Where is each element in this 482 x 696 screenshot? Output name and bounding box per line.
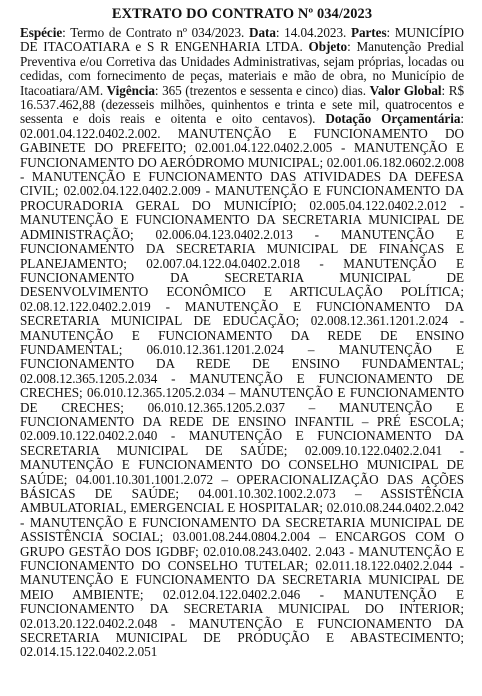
- partes-label: Partes: [350, 25, 387, 40]
- especie-label: Espécie: [20, 25, 63, 40]
- vigencia-text: : 365 (trezentos e sessenta e cinco) dias.: [154, 82, 370, 98]
- vigencia-label: Vigência: [106, 82, 155, 98]
- especie-text: : Termo de Contrato nº 034/2023.: [62, 25, 249, 40]
- partes-text: : MUNICÍPIO DE ITACOATIARA e S R ENGENHARIA LTDA.: [20, 25, 464, 55]
- valor-global-label: Valor Global: [369, 82, 442, 98]
- document-title: EXTRATO DO CONTRATO Nº 034/2023: [111, 6, 373, 22]
- dotacao-text: : 02.001.04.122.0402.2.002. MANUTENÇÃO E FUNCIONAMENTO DO GABINETE DO PREFEITO; 02.001.04.122.0402.2.005 - MANUTENÇÃO E FUNCIONAMENTO DO AERÓDROMO MUNICIPAL; 02.001.06.182.0602.2.008 - MANUTENÇÃO E FUNCIONAMENTO DAS ATIVIDADES DA DEFESA CIVIL; 02.002.04.122.0402.2.009 - MANUTENÇÃO E FUNCIONAMENTO DA PROCURADORIA GERAL DO MUNICÍPIO; 02.005.04.122.0402.2.012 - MANUTENÇÃO E FUNCIONAMENTO DA SECRETARIA MUNICIPAL DE ADMINISTRAÇÃO; 02.006.04.123.0402.2.013 - MANUTENÇÃO E FUNCIONAMENTO DA SECRETARIA MUNICIPAL DE FINANÇAS E PLANEJAMENTO; 02.007.04.122.04.0402.2.018 - MANUTENÇÃO E FUNCIONAMENTO DA SECRETARIA MUNICIPAL DE DESENVOLVIMENTO ECONÔMICO E ARTICULAÇÃO POLÍTICA; 02.08.12.122.0402.2.019 - MANUTENÇÃO E FUNCIONAMENTO DA SECRETARIA MUNICIPAL DE EDUCAÇÃO; 02.008.12.361.1201.2.024 - MANUTENÇÃO E FUNCIONAMENTO DA REDE DE ENSINO FUNDAMENTAL; 06.010.12.361.1201.2.024 – MANUTENÇÃO E FUNCIONAMENTO DA REDE DE ENSINO FUNDAMENTAL; 02.008.12.365.1205.2.034 - MANUTENÇÃO E FUNCIONAMENTO DE CRECHES; 06.010.12.365.1205.2.034 – MANUTENÇÃO E FUNCIONAMENTO DE CRECHES; 06.010.12.365.1205.2.037 – MANUTENÇÃO E FUNCIONAMENTO DA REDE DE ENSINO INFANTIL – PRÉ ESCOLA; 02.009.10.122.0402.2.040 - MANUTENÇÃO E FUNCIONAMENTO DA SECRETARIA MUNICIPAL DE SAÚDE; 02.009.10.122.0402.2.041 - MANUTENÇÃO E FUNCIONAMENTO DO CONSELHO MUNICIPAL DE SAÚDE; 04.001.10.301.1001.2.072 – OPERACIONALIZAÇÃO DAS AÇÕES BÁSICAS DE SAÚDE; 04.001.10.302.1002.2.073 – ASSISTÊNCIA AMBULATORIAL, EMERGENCIAL E HOSPITALAR; 02.010.08.244.0402.2.042 - MANUTENÇÃO E FUNCIONAMENTO DA SECRETARIA MUNICIPAL DE ASSISTÊNCIA SOCIAL; 03.001.08.244.0804.2.004 – ENCARGOS COM O GRUPO GESTÃO DOS IGDBF; 02.010.08.243.0402. 2.043 - MANUTENÇÃO E FUNCIONAMENTO DO CONSELHO TUTELAR; 02.011.18.122.0402.2.044 - MANUTENÇÃO E FUNCIONAMENTO DA SECRETARIA MUNICIPAL DE MEIO AMBIENTE; 02.012.04.122.0402.2.046 - MANUTENÇÃO E FUNCIONAMENTO DA SECRETARIA MUNICIPAL DO INTERIOR; 02.013.20.122.0402.2.048 - MANUTENÇÃO E FUNCIONAMENTO DA SECRETARIA MUNICIPAL DE PRODUÇÃO E ABASTECIMENTO; 02.014.15.122.0402.2.051: [20, 111, 464, 660]
- dotacao-label: Dotação Orçamentária: [325, 111, 461, 127]
- objeto-text: : Manutenção Predial Preventiva e/ou Corretiva das Unidades Administrativas, sejam próprias, locadas ou cedidas, com fornecimento de peças, materiais e mão de obra, no Município de Itacoatiara/AM.: [20, 39, 464, 98]
- valor-global-text: : R$ 16.537.462,88 (dezesseis milhões, quinhentos e trinta e sete mil, quatrocentos e sessenta e dois reais e oitenta e oito centavos).: [20, 82, 464, 127]
- objeto-label: Objeto: [308, 39, 348, 55]
- contract-body: [20, 26, 464, 660]
- data-text: : 14.04.2023.: [275, 25, 351, 40]
- data-label: Data: [248, 25, 276, 40]
